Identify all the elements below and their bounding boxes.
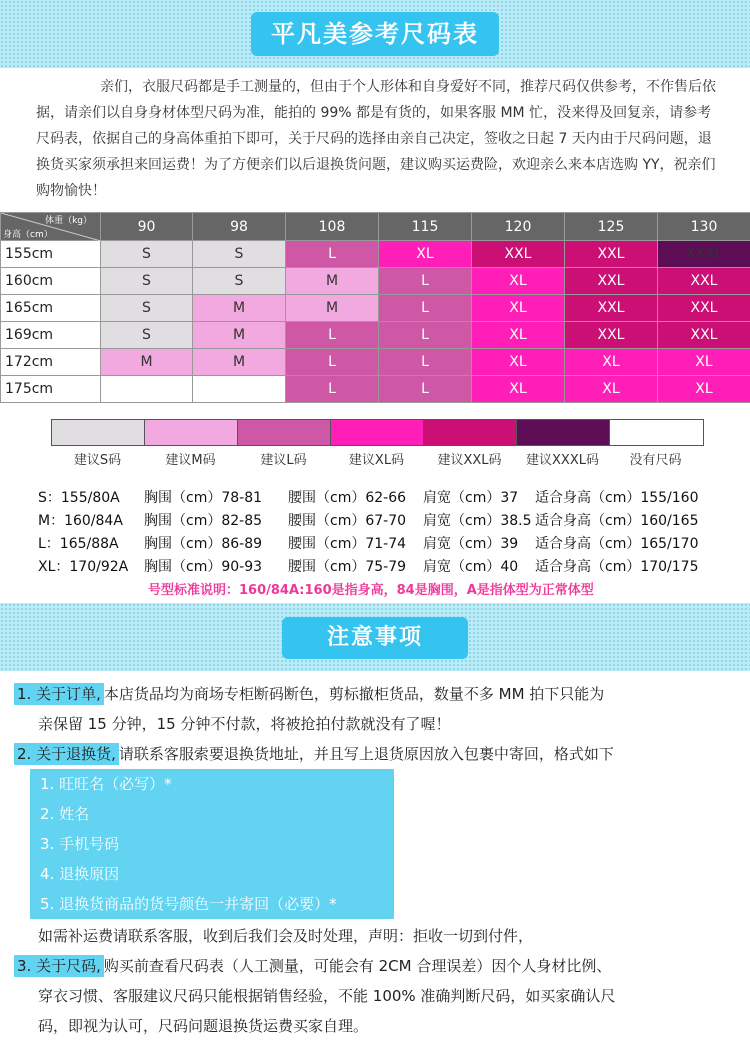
legend-label: 没有尺码	[629, 453, 682, 468]
legend-label: 建议M码	[165, 453, 216, 468]
size-cell: M	[193, 295, 286, 322]
size-cell: XXXL	[658, 241, 750, 268]
page-title: 平凡美参考尺码表	[251, 12, 499, 56]
legend-label: 建议S码	[73, 453, 122, 468]
spec-size: M：160/84A	[38, 513, 123, 529]
size-cell: XXL	[565, 241, 658, 268]
weight-col-header: 120	[472, 213, 565, 241]
size-cell: S	[101, 295, 193, 322]
size-cell: XXL	[565, 322, 658, 349]
notice-2-after: 如需补运费请联系客服，收到后我们会及时处理，声明：拒收一切到付件，	[38, 927, 534, 945]
spec-fit: 适合身高（cm）165/170	[535, 536, 699, 552]
size-cell: XXL	[658, 322, 750, 349]
weight-col-header: 98	[193, 213, 286, 241]
size-cell: XXL	[472, 241, 565, 268]
size-cell	[101, 376, 193, 403]
return-format-item: 2. 姓名	[40, 805, 90, 823]
size-cell: XL	[472, 376, 565, 403]
size-cell	[193, 376, 286, 403]
legend-swatch	[145, 420, 238, 445]
size-cell: XL	[658, 376, 750, 403]
height-cell: 169cm	[1, 322, 101, 349]
spec-size: XL：170/92A	[38, 559, 129, 575]
legend-label: 建议XXL码	[437, 453, 502, 468]
size-cell: L	[379, 349, 472, 376]
size-cell: M	[286, 295, 379, 322]
size-cell: M	[101, 349, 193, 376]
legend-swatches	[51, 419, 704, 446]
spec-chest: 胸围（cm）90-93	[144, 559, 263, 575]
size-cell: XL	[472, 268, 565, 295]
size-cell: M	[193, 349, 286, 376]
return-format-item: 4. 退换原因	[40, 865, 120, 883]
corner-height-label: 身高（cm）	[3, 230, 53, 240]
weight-col-header: 125	[565, 213, 658, 241]
legend-swatch	[238, 420, 331, 445]
weight-col-header: 108	[286, 213, 379, 241]
size-cell: M	[193, 322, 286, 349]
spec-note-row	[38, 579, 750, 602]
height-cell: 172cm	[1, 349, 101, 376]
legend-swatch	[610, 420, 703, 445]
notice-section	[0, 671, 750, 1048]
notice-3-line-3: 码，即视为认可，尺码问题退换货运费买家自理。	[38, 1017, 369, 1035]
notice-2-line-1	[14, 741, 614, 767]
spec-fit: 适合身高（cm）160/165	[535, 513, 699, 529]
legend-swatch	[424, 420, 517, 445]
legend-label: 建议XL码	[348, 453, 405, 468]
legend-label: 建议XXXL码	[526, 453, 599, 468]
legend-swatch	[331, 420, 424, 445]
size-cell: XL	[565, 376, 658, 403]
notice-1-text: 本店货品均为商场专柜断码断色，剪标撤柜货品，数量不多 MM 拍下只能为	[103, 685, 605, 703]
notice-1-line-2: 亲保留 15 分钟，15 分钟不付款，将被抢拍付款就没有了喔！	[38, 715, 451, 733]
legend-swatch	[52, 420, 145, 445]
spec-fit: 适合身高（cm）155/160	[535, 490, 699, 506]
height-cell: 165cm	[1, 295, 101, 322]
size-cell: XXL	[658, 295, 750, 322]
legend-swatch	[517, 420, 610, 445]
table-row	[1, 268, 750, 295]
size-cell: S	[101, 322, 193, 349]
notice-3-text: 购买前查看尺码表（人工测量，可能会有 2CM 合理误差）因个人身材比例、	[103, 957, 612, 975]
spec-row	[38, 556, 750, 579]
size-cell: XL	[472, 322, 565, 349]
size-cell: L	[379, 376, 472, 403]
notice-band	[0, 603, 750, 671]
notice-title: 注意事项	[282, 617, 468, 659]
size-cell: L	[286, 376, 379, 403]
spec-note: 号型标准说明：160/84A:160是指身高，84是胸围，A是指体型为正常体型	[148, 583, 594, 598]
return-format-item: 3. 手机号码	[40, 835, 120, 853]
size-cell: XL	[379, 241, 472, 268]
intro-paragraph: 亲们，衣服尺码都是手工测量的，但由于个人形体和自身爱好不同，推荐尺码仅供参考，不作售后依据，请亲们以自身身材体型尺码为准，能拍的 99% 都是有货的，如果客服 MM 忙，没来得及回复亲，请参考尺码表，依据自己的身高体重拍下即可，关于尺码的选择由亲自己决定，签收之日起 7 天内由于尺码问题，退换货买家须承担来回运费！为了方便亲们以后退换货问题，建议购买运费险，欢迎亲么来本店选购 YY，祝亲们购物愉快！	[36, 79, 716, 199]
size-cell: XXL	[565, 295, 658, 322]
spec-chest: 胸围（cm）86-89	[144, 536, 263, 552]
notice-2-text: 请联系客服索要退换货地址，并且写上退货原因放入包裹中寄回，格式如下	[118, 745, 614, 763]
notice-2-tag: 2. 关于退换货,	[14, 743, 119, 765]
spec-waist: 腰围（cm）62-66	[288, 490, 407, 506]
spec-row	[38, 533, 750, 556]
table-row	[1, 241, 750, 268]
size-specs	[0, 479, 750, 603]
spec-fit: 适合身高（cm）170/175	[535, 559, 699, 575]
table-row	[1, 322, 750, 349]
size-cell: L	[379, 295, 472, 322]
spec-size: S：155/80A	[38, 490, 120, 506]
size-cell: XL	[565, 349, 658, 376]
size-cell: XXL	[658, 268, 750, 295]
spec-row	[38, 510, 750, 533]
spec-chest: 胸围（cm）82-85	[144, 513, 263, 529]
legend-labels	[51, 449, 702, 468]
notice-1-tag: 1. 关于订单,	[14, 683, 104, 705]
size-cell: S	[101, 241, 193, 268]
spec-shoulder: 肩宽（cm）37	[423, 490, 519, 506]
weight-header-row	[1, 213, 750, 241]
size-cell: XXL	[565, 268, 658, 295]
size-cell: L	[379, 268, 472, 295]
weight-col-header: 130	[658, 213, 750, 241]
spec-waist: 腰围（cm）67-70	[288, 513, 407, 529]
size-cell: XL	[472, 295, 565, 322]
spec-chest: 胸围（cm）78-81	[144, 490, 263, 506]
notice-1-line-1	[14, 681, 604, 707]
spec-waist: 腰围（cm）75-79	[288, 559, 407, 575]
table-corner	[1, 213, 101, 241]
return-format-item: 5. 退换货商品的货号颜色一并寄回（必要）*	[40, 895, 337, 913]
spec-waist: 腰围（cm）71-74	[288, 536, 407, 552]
size-cell: S	[193, 241, 286, 268]
table-row	[1, 376, 750, 403]
header-band	[0, 0, 750, 68]
size-cell: L	[286, 349, 379, 376]
spec-shoulder: 肩宽（cm）38.5	[423, 513, 532, 529]
size-cell: XL	[472, 349, 565, 376]
notice-3-line-2: 穿衣习惯、客服建议尺码只能根据销售经验，不能 100% 准确判断尺码，如买家确认尺	[38, 987, 616, 1005]
weight-col-header: 90	[101, 213, 193, 241]
size-legend	[0, 419, 750, 479]
corner-weight-label: 体重（kg）	[45, 216, 92, 226]
size-cell: S	[101, 268, 193, 295]
spec-shoulder: 肩宽（cm）39	[423, 536, 519, 552]
size-table	[0, 212, 750, 403]
table-row	[1, 295, 750, 322]
spec-size: L：165/88A	[38, 536, 119, 552]
table-row	[1, 349, 750, 376]
weight-col-header: 115	[379, 213, 472, 241]
size-cell: S	[193, 268, 286, 295]
notice-3-line-1	[14, 953, 611, 979]
spec-row	[38, 487, 750, 510]
size-cell: M	[286, 268, 379, 295]
notice-3-tag: 3. 关于尺码,	[14, 955, 104, 977]
size-cell: L	[286, 241, 379, 268]
legend-label: 建议L码	[260, 453, 307, 468]
height-cell: 160cm	[1, 268, 101, 295]
height-cell: 155cm	[1, 241, 101, 268]
height-cell: 175cm	[1, 376, 101, 403]
size-cell: L	[286, 322, 379, 349]
spec-shoulder: 肩宽（cm）40	[423, 559, 519, 575]
size-cell: L	[379, 322, 472, 349]
return-format-item: 1. 旺旺名（必写）*	[40, 775, 172, 793]
size-cell: XL	[658, 349, 750, 376]
